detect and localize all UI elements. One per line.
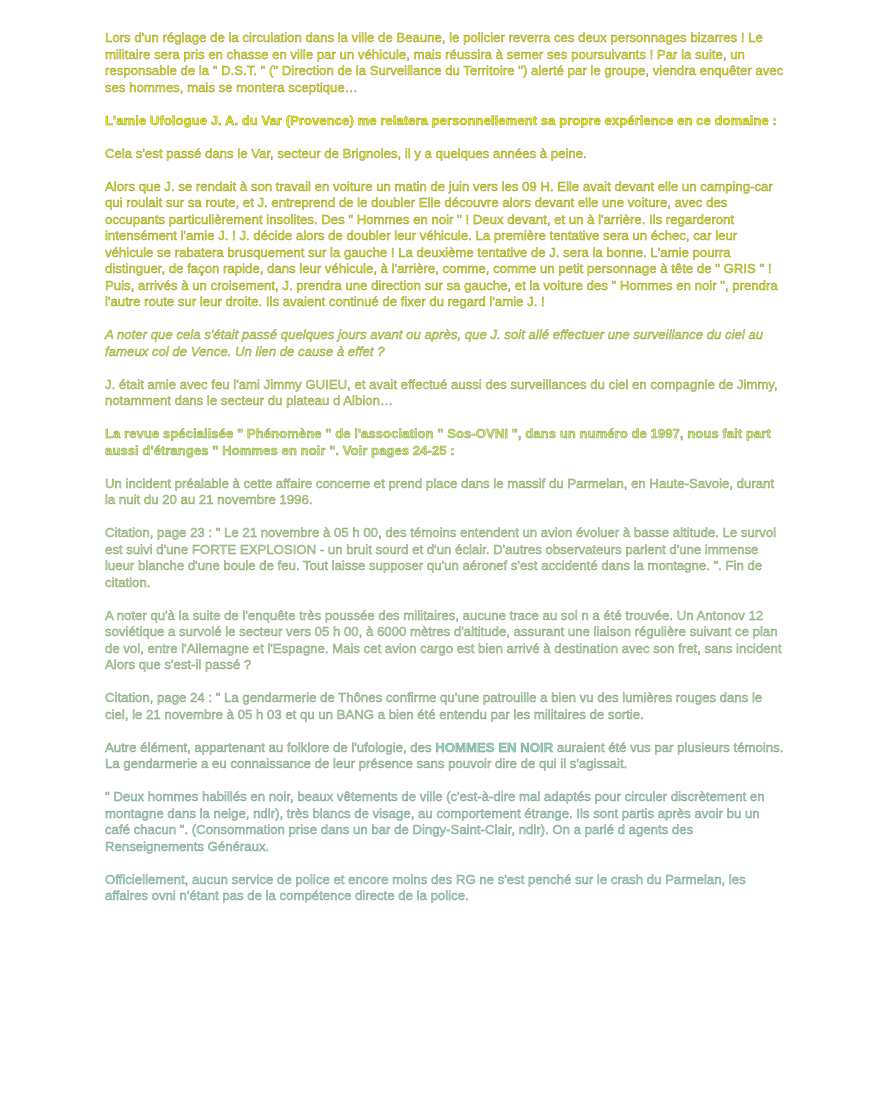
paragraph-var-brignoles: Cela s'est passé dans le Var, secteur de Brignoles, il y a quelques années à peine. — [105, 145, 587, 161]
paragraph-deux-hommes: " Deux hommes habillés en noir, beaux vêtements de ville (c'est-à-dire mal adaptés pour circuler discrètement en montagne dans la neige, ndlr), très blancs de visage, au comportement étrange. Ils sont partis après avoir bu un café chacun ". (Consommation prise dans un bar de Dingy-Saint-Clair, ndlr). On a parlé d agents des Renseignements Généraux. — [105, 789, 765, 854]
paragraph-revue-phenomene: La revue spécialisée " Phénomène " de l'association " Sos-OVNI ", dans un numéro de 1997, nous fait part aussi d'étranges " Hommes en noir ". Voir pages 24-25 : — [105, 426, 771, 458]
paragraph-hommes-en-noir-after: auraient été vus par plusieurs témoins. La gendarmerie a eu connaissance de leur présence sans pouvoir dire de qui il s'agissait. — [105, 739, 784, 771]
paragraph-col-de-vence: A noter que cela s'était passé quelques jours avant ou après, que J. soit allé effectuer une surveillance du ciel au fameux col de Vence. Un lien de cause à effet ? — [105, 327, 764, 359]
paragraph-antonov: A noter qu'à la suite de l'enquête très poussée des militaires, aucune trace au sol n a été trouvée. Un Antonov 12 soviétique a survolé le secteur vers 05 h 00, à 6000 mètres d'altitude, assurant une liaison régulière suivant ce plan de vol, entre l'Allemagne et l'Espagne. Mais cet avion cargo est bien arrivé à destination avec son fret, sans incident Alors que s'est-il passé ? — [105, 607, 782, 672]
paragraph-hommes-en-noir-before: Autre élément, appartenant au folklore de l'ufologie, des — [105, 739, 436, 755]
paragraph-beaune: Lors d'un réglage de la circulation dans la ville de Beaune, le policier reverra ces deux personnages bizarres ! Le militaire sera pris en chasse en ville par un véhicule, mais réussira à semer ses poursuivants ! Par la suite, un responsable de la " D.S.T. " (" Direction de la Surveillance du Territoire ") alerté par le groupe, viendra enquêter avec ses hommes, mais se montera sceptique… — [105, 30, 784, 95]
paragraph-hommes-en-noir — [105, 740, 785, 773]
paragraph-citation-page-24: Citation, page 24 : " La gendarmerie de Thônes confirme qu'une patrouille a bien vu des lumières rouges dans le ciel, le 21 novembre à 05 h 03 et qu un BANG a bien été entendu par les militaires de sortie. — [105, 690, 763, 722]
paragraph-officiellement: Officiellement, aucun service de police et encore moins des RG ne s'est penché sur le crash du Parmelan, les affaires ovni n'étant pas de la compétence directe de la police. — [105, 871, 746, 903]
paragraph-ufologue-intro: L'amie Ufologue J. A. du Var (Provence) me relatera personnellement sa propre expérience en ce domaine : — [105, 112, 777, 128]
paragraph-parmelan: Un incident préalable à cette affaire concerne et prend place dans le massif du Parmelan, en Haute-Savoie, durant la nuit du 20 au 21 novembre 1996. — [105, 475, 775, 507]
hommes-en-noir-emphasis: HOMMES EN NOIR — [435, 739, 554, 755]
paragraph-temoignage-j: Alors que J. se rendait à son travail en voiture un matin de juin vers les 09 H. Elle avait devant elle un camping-car qui roulait sur sa route, et J. entreprend de le doubler Elle découvre alors devant elle une voiture, avec des occupants particulièrement insolites. Des " Hommes en noir " ! Deux devant, et un à l'arrière. Ils regarderont intensément l'amie J. ! J. décide alors de doubler leur véhicule. La première tentative sera un échec, car leur véhicule se rabatera brusquement sur la gauche ! La deuxième tentative de J. sera la bonne. L'amie pourra distinguer, de façon rapide, dans leur véhicule, à l'arrière, comme, comme un petit personnage à tête de " GRIS " ! Puis, arrivés à un croisement, J. prendra une direction sur sa gauche, et la voiture des " Hommes en noir ", prendra l'autre route sur leur droite. Ils avaient continué de fixer du regard l'amie J. ! — [105, 178, 778, 309]
paragraph-citation-page-23: Citation, page 23 : " Le 21 novembre à 05 h 00, des témoins entendent un avion évoluer à basse altitude. Le survol est suivi d'une FORTE EXPLOSION - un bruit sourd et d'un éclair. D'autres observateurs parlent d'une immense lueur blanche d'une boule de feu. Tout laisse supposer qu'un aéronef s'est accidenté dans la montagne. ". Fin de citation. — [105, 525, 777, 590]
document-page — [105, 30, 785, 921]
paragraph-jimmy-guieu: J. était amie avec feu l'ami Jimmy GUIEU, et avait effectué aussi des surveillances du ciel en compagnie de Jimmy, notamment dans le secteur du plateau d Albion… — [105, 376, 778, 408]
